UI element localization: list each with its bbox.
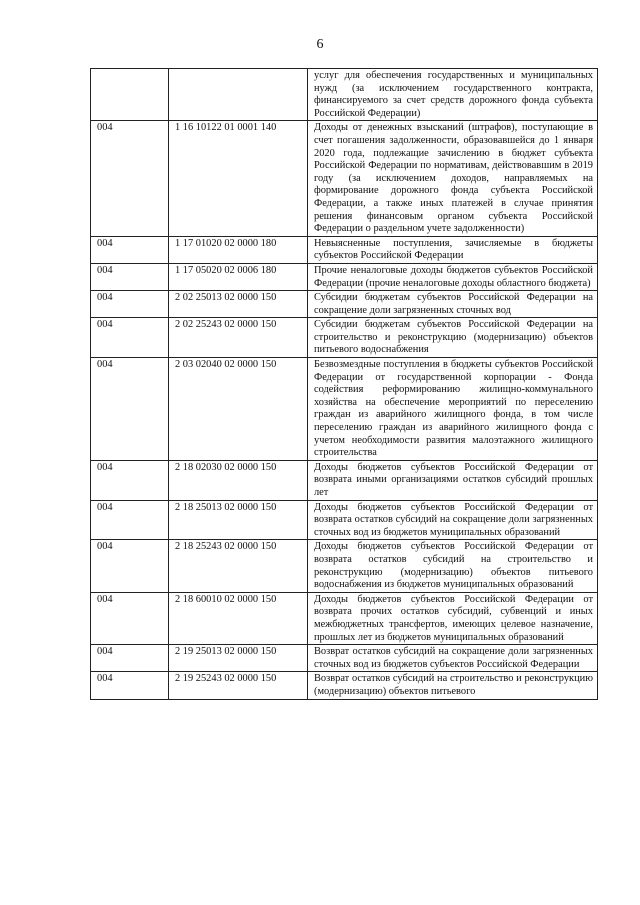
table-row [91,500,598,540]
revenue-description-cell: Субсидии бюджетам субъектов Российской Федерации на сокращение доли загрязненных сточных вод [308,291,598,318]
table-row [91,540,598,592]
table-row [91,358,598,461]
table-row [91,460,598,500]
revenue-description-cell: услуг для обеспечения государственных и муниципальных нужд (за исключением государственного контракта, финансируемого за счет средств дорожного фонда субъекта Российской Федерации) [308,69,598,121]
revenue-description-cell: Возврат остатков субсидий на сокращение доли загрязненных сточных вод из бюджетов субъектов Российской Федерации [308,645,598,672]
budget-classification-code-cell: 2 19 25243 02 0000 150 [169,672,308,699]
table-row [91,69,598,121]
admin-code-cell: 004 [91,263,169,290]
budget-classification-code-cell: 2 18 25013 02 0000 150 [169,500,308,540]
budget-classification-code-cell: 1 17 05020 02 0006 180 [169,263,308,290]
admin-code-cell: 004 [91,121,169,236]
admin-code-cell: 004 [91,500,169,540]
table-row [91,592,598,644]
budget-classification-code-cell [169,69,308,121]
revenue-description-cell: Доходы бюджетов субъектов Российской Федерации от возврата остатков субсидий на сокращение доли загрязненных сточных вод из бюджетов муниципальных образований [308,500,598,540]
table-row [91,318,598,358]
revenue-description-cell: Прочие неналоговые доходы бюджетов субъектов Российской Федерации (прочие неналоговые доходы областного бюджета) [308,263,598,290]
table-row [91,672,598,699]
budget-classification-code-cell: 2 18 25243 02 0000 150 [169,540,308,592]
revenue-description-cell: Доходы бюджетов субъектов Российской Федерации от возврата остатков субсидий на строительство и реконструкцию (модернизацию) объектов питьевого водоснабжения из бюджетов муниципальных образований [308,540,598,592]
table-row [91,236,598,263]
revenue-description-cell: Доходы бюджетов субъектов Российской Федерации от возврата прочих остатков субсидий, субвенций и иных межбюджетных трансфертов, имеющих целевое назначение, прошлых лет из бюджетов муниципальных образований [308,592,598,644]
budget-classification-code-cell: 2 18 60010 02 0000 150 [169,592,308,644]
admin-code-cell: 004 [91,236,169,263]
admin-code-cell: 004 [91,318,169,358]
table-row [91,645,598,672]
page-number: 6 [316,37,324,52]
table-row [91,291,598,318]
budget-classification-code-cell: 1 16 10122 01 0001 140 [169,121,308,236]
budget-classification-code-cell: 2 19 25013 02 0000 150 [169,645,308,672]
revenue-description-cell: Невыясненные поступления, зачисляемые в бюджеты субъектов Российской Федерации [308,236,598,263]
budget-classification-code-cell: 1 17 01020 02 0000 180 [169,236,308,263]
admin-code-cell: 004 [91,460,169,500]
revenue-codes-table [90,68,598,700]
revenue-description-cell: Доходы бюджетов субъектов Российской Федерации от возврата иными организациями остатков субсидий прошлых лет [308,460,598,500]
budget-classification-code-cell: 2 02 25243 02 0000 150 [169,318,308,358]
revenue-description-cell: Возврат остатков субсидий на строительство и реконструкцию (модернизацию) объектов питьевого [308,672,598,699]
admin-code-cell: 004 [91,291,169,318]
budget-classification-code-cell: 2 02 25013 02 0000 150 [169,291,308,318]
revenue-description-cell: Доходы от денежных взысканий (штрафов), поступающие в счет погашения задолженности, образовавшейся до 1 января 2020 года, подлежащие зачислению в бюджет субъекта Российской Федерации по нормативам, действовавшим в 2019 году (за исключением доходов, направляемых на формирование дорожного фонда субъекта Российской Федерации, а также иных платежей в случае принятия решения финансовым органом субъекта Российской Федерации о раздельном учете задолженности) [308,121,598,236]
table-row [91,121,598,236]
budget-classification-code-cell: 2 03 02040 02 0000 150 [169,358,308,461]
admin-code-cell [91,69,169,121]
budget-classification-code-cell: 2 18 02030 02 0000 150 [169,460,308,500]
admin-code-cell: 004 [91,540,169,592]
table-row [91,263,598,290]
admin-code-cell: 004 [91,358,169,461]
revenue-description-cell: Безвозмездные поступления в бюджеты субъектов Российской Федерации от государственной корпорации - Фонда содействия реформированию жилищно-коммунального хозяйства на обеспечение мероприятий по переселению граждан из аварийного жилищного фонда, в том числе переселению граждан из аварийного жилищного фонда с учетом необходимости развития малоэтажного жилищного строительства [308,358,598,461]
revenue-description-cell: Субсидии бюджетам субъектов Российской Федерации на строительство и реконструкцию (модернизацию) объектов питьевого водоснабжения [308,318,598,358]
admin-code-cell: 004 [91,592,169,644]
admin-code-cell: 004 [91,645,169,672]
admin-code-cell: 004 [91,672,169,699]
